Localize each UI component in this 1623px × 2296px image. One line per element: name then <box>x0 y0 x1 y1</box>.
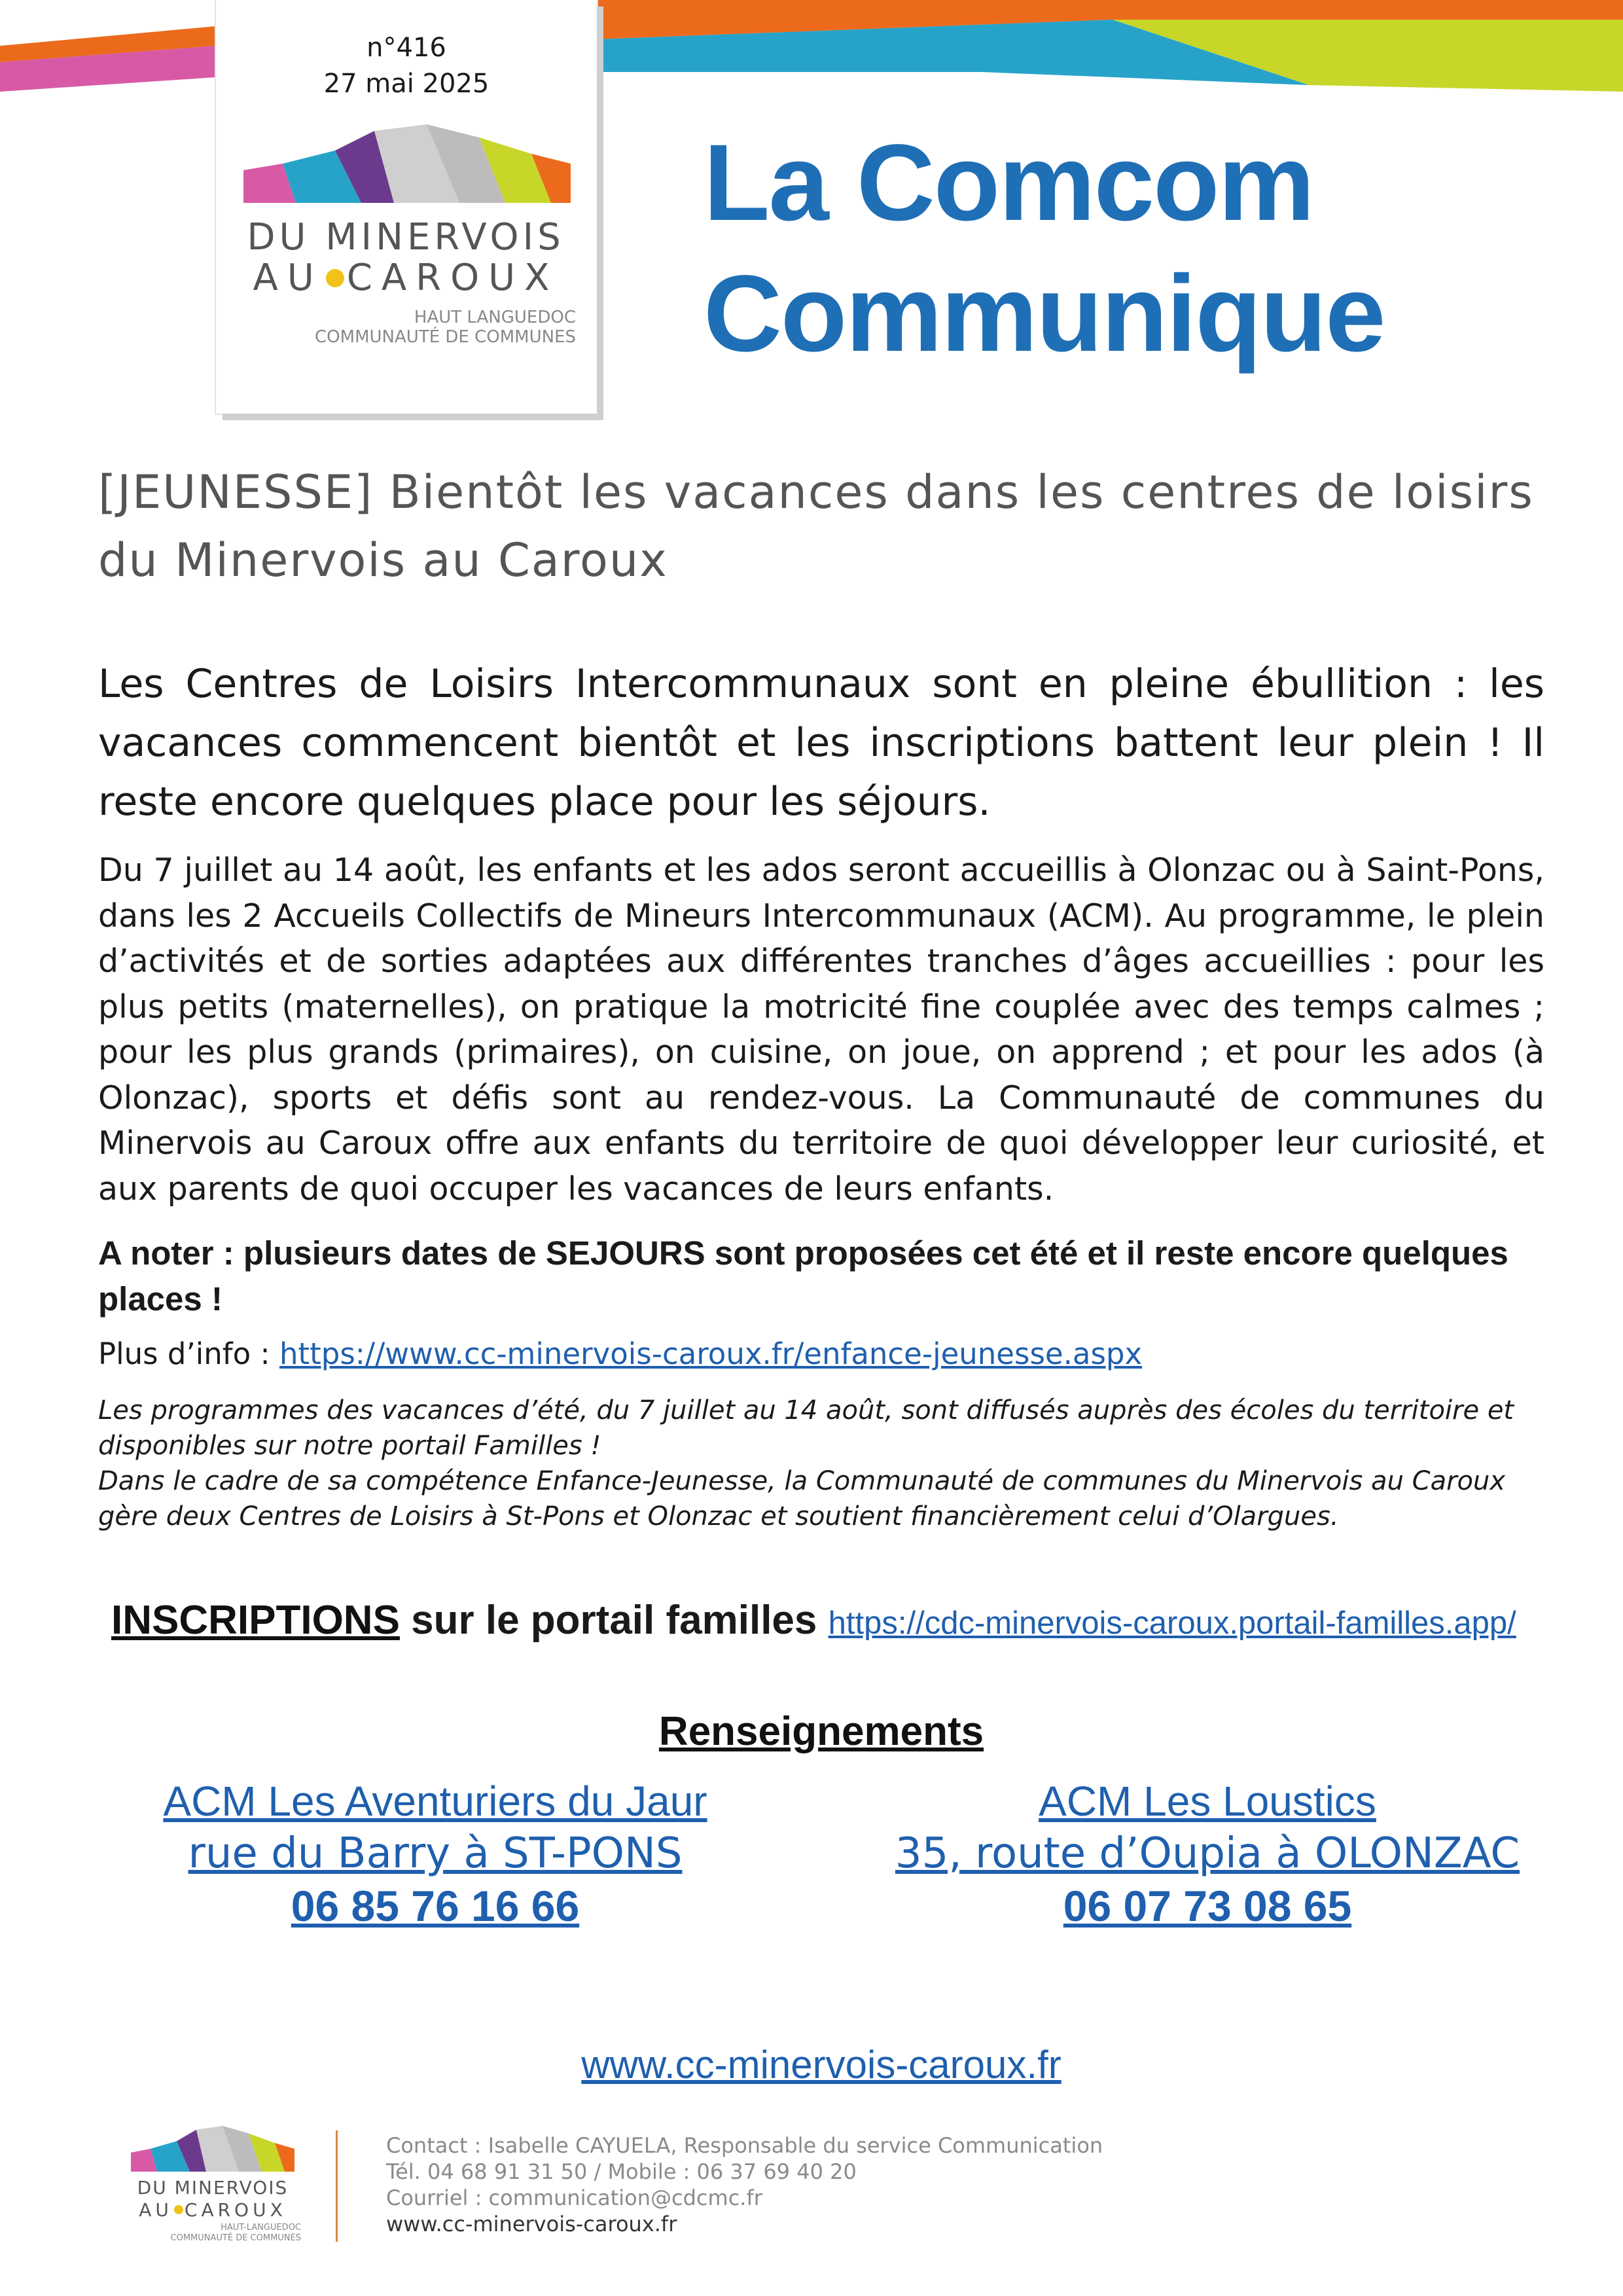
logo-mountains-icon <box>243 124 571 203</box>
article-intro: Les Centres de Loisirs Intercommunaux sont en pleine ébullition : les vacances commencent bientôt et les inscriptions battent leur plein ! Il reste encore quelques place pour les séjours. <box>98 661 1544 825</box>
contact-right-phone[interactable]: 06 07 73 08 65 <box>1063 1882 1352 1930</box>
more-info <box>98 1336 1544 1371</box>
footer-mountains-icon <box>131 2126 294 2172</box>
more-info-link[interactable]: https://www.cc-minervois-caroux.fr/enfance-jeunesse.aspx <box>279 1336 1143 1371</box>
contact-left-address[interactable]: rue du Barry à ST-PONS <box>188 1829 683 1878</box>
footer-logo <box>124 2126 301 2244</box>
footer-logo-au: AU <box>139 2199 173 2221</box>
footer-logo-line2 <box>124 2199 301 2221</box>
contact-right-name[interactable]: ACM Les Loustics <box>1039 1778 1376 1825</box>
footer-divider <box>336 2130 338 2242</box>
contact-st-pons <box>108 1775 762 1932</box>
renseignements-title: Renseignements <box>658 1709 984 1754</box>
contact-left-name[interactable]: ACM Les Aventuriers du Jaur <box>163 1778 707 1825</box>
footer-sun-icon <box>174 2205 183 2214</box>
title-line1: La Comcom <box>704 122 1314 243</box>
issue-date: 27 mai 2025 <box>323 69 490 99</box>
contact-olonzac <box>880 1775 1535 1932</box>
inscriptions-line <box>111 1597 1584 1643</box>
newsletter-title <box>704 118 1554 380</box>
title-line2: Communique <box>704 253 1385 374</box>
footer-site[interactable]: www.cc-minervois-caroux.fr <box>386 2212 677 2236</box>
footer-logo-caroux: CAROUX <box>184 2199 287 2221</box>
italic-note-1: Les programmes des vacances d’été, du 7 juillet au 14 août, sont diffusés auprès des écoles du territoire et disponibles sur notre portail Familles ! <box>98 1395 1514 1461</box>
contact-left-phone[interactable]: 06 85 76 16 66 <box>291 1882 580 1930</box>
footer-logo-sub2: COMMUNAUTÉ DE COMMUNES <box>170 2233 301 2243</box>
logo-text-caroux: CAROUX <box>346 257 559 299</box>
italic-notes <box>98 1393 1544 1534</box>
logo-text-au: AU <box>253 257 323 299</box>
inscriptions-text: sur le portail familles <box>411 1598 817 1643</box>
italic-note-2: Dans le cadre de sa compétence Enfance-Jeunesse, la Communauté de communes du Minervois au Caroux gère deux Centres de Loisirs à St-Pons et Olonzac et soutient financièrement celui d’Olargues. <box>98 1466 1506 1532</box>
footer-contact-person: Contact : Isabelle CAYUELA, Responsable du service Communication <box>386 2133 1103 2158</box>
contact-right-address[interactable]: 35, route d’Oupia à OLONZAC <box>895 1829 1520 1878</box>
logo-text-line2 <box>242 257 569 299</box>
portal-link[interactable]: https://cdc-minervois-caroux.portail-familles.app/ <box>828 1605 1516 1641</box>
footer-logo-line1: DU MINERVOIS <box>137 2177 289 2198</box>
article-heading: [JEUNESSE] Bientôt les vacances dans les centres de loisirs du Minervois au Caroux <box>98 465 1534 587</box>
article-body: Du 7 juillet au 14 août, les enfants et les ados seront accueillis à Olonzac ou à Saint-Pons, dans les 2 Accueils Collectifs de Mineurs Intercommunaux (ACM). Au programme, le plein d’activités et de sorties adaptées aux différentes tranches d’âges accueillies : pour les plus petits (maternelles), on pratique la motricité fine couplée avec des temps calmes ; pour les plus grands (primaires), on cuisine, on joue, on apprend ; et pour les ados (à Olonzac), sports et défis sont au rendez-vous. La Communauté de communes du Minervois au Caroux offre aux enfants du territoire de quoi développer leur curiosité, et aux parents de quoi occuper les vacances de leurs enfants. <box>98 852 1544 1208</box>
footer-phones: Tél. 04 68 91 31 50 / Mobile : 06 37 69 40 20 <box>386 2159 857 2184</box>
footer-logo-sub1: HAUT-LANGUEDOC <box>221 2223 301 2233</box>
issue-number: n°416 <box>366 33 446 63</box>
logo-text-line1: DU MINERVOIS <box>247 216 565 259</box>
logo-card <box>216 0 597 414</box>
logo-subtitle-2: COMMUNAUTÉ DE COMMUNES <box>315 327 576 347</box>
more-info-label: Plus d’info : <box>98 1336 270 1371</box>
footer-contact <box>386 2132 1171 2237</box>
website-link[interactable]: www.cc-minervois-caroux.fr <box>581 2043 1061 2087</box>
logo-subtitle-1: HAUT LANGUEDOC <box>414 308 576 327</box>
footer-email[interactable]: Courriel : communication@cdcmc.fr <box>386 2185 762 2210</box>
logo-sun-icon <box>326 269 344 287</box>
article-note: A noter : plusieurs dates de SEJOURS sont proposées cet été et il reste encore quelques places ! <box>98 1234 1508 1318</box>
inscriptions-label: INSCRIPTIONS <box>111 1598 400 1643</box>
